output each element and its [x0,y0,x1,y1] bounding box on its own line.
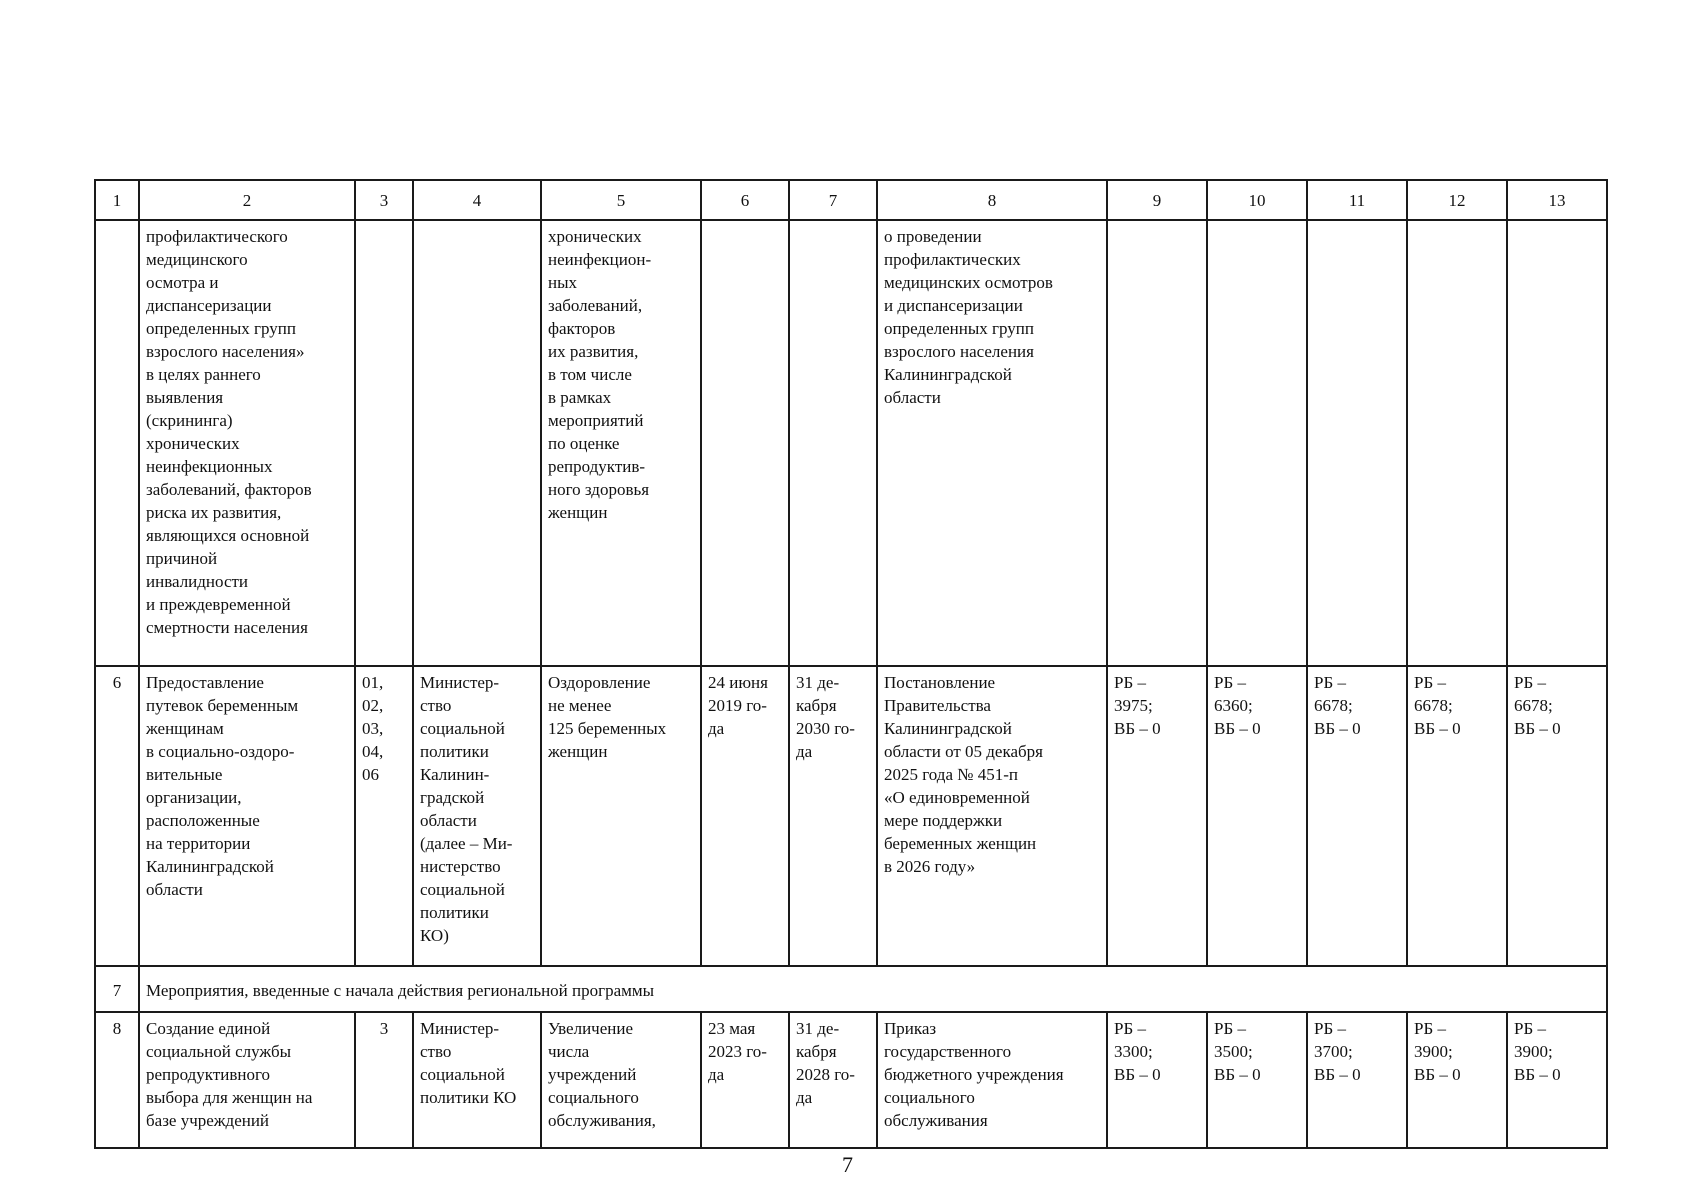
table-row-8 [95,1012,1607,1148]
cell-number [95,220,139,666]
cell-result: Увеличение числа учреждений социального обслуживания, [541,1012,701,1148]
header-col-2: 2 [139,180,355,220]
program-table [94,179,1608,1149]
cell-end-date: 31 де- кабря 2030 го- да [789,666,877,966]
header-col-12: 12 [1407,180,1507,220]
cell-number: 7 [95,966,139,1012]
cell-tasks [355,220,413,666]
header-col-11: 11 [1307,180,1407,220]
header-col-6: 6 [701,180,789,220]
cell-funding-11: РБ – 3700; ВБ – 0 [1307,1012,1407,1148]
header-col-1: 1 [95,180,139,220]
cell-legal-act: Приказ государственного бюджетного учреждения социального обслуживания [877,1012,1107,1148]
header-col-3: 3 [355,180,413,220]
table-row-6 [95,666,1607,966]
cell-funding-13: РБ – 6678; ВБ – 0 [1507,666,1607,966]
header-col-5: 5 [541,180,701,220]
header-col-13: 13 [1507,180,1607,220]
cell-end-date: 31 де- кабря 2028 го- да [789,1012,877,1148]
cell-executor [413,220,541,666]
header-col-9: 9 [1107,180,1207,220]
cell-funding-9: РБ – 3975; ВБ – 0 [1107,666,1207,966]
cell-funding-12: РБ – 3900; ВБ – 0 [1407,1012,1507,1148]
cell-funding-9: РБ – 3300; ВБ – 0 [1107,1012,1207,1148]
cell-executor: Министер- ство социальной политики КО [413,1012,541,1148]
header-row [95,180,1607,220]
cell-funding-11: РБ – 6678; ВБ – 0 [1307,666,1407,966]
table-row-7-section [95,966,1607,1012]
header-col-10: 10 [1207,180,1307,220]
header-col-4: 4 [413,180,541,220]
cell-legal-act: о проведении профилактических медицинских осмотров и диспансеризации определенных групп взрослого населения Калининградской области [877,220,1107,666]
cell-activity-name: Предоставление путевок беременным женщинам в социально-оздоро- вительные организации, расположенные на территории Калининградской области [139,666,355,966]
cell-tasks: 01, 02, 03, 04, 06 [355,666,413,966]
cell-tasks: 3 [355,1012,413,1148]
cell-activity-name: профилактического медицинского осмотра и диспансеризации определенных групп взрослого населения» в целях раннего выявления (скрининга) хронических неинфекционных заболеваний, факторов риска их развития, являющихся основной причиной инвалидности и преждевременной смертности населения [139,220,355,666]
cell-funding-10: РБ – 6360; ВБ – 0 [1207,666,1307,966]
cell-start-date: 24 июня 2019 го- да [701,666,789,966]
page-number: 7 [842,1152,853,1177]
cell-end-date [789,220,877,666]
header-col-8: 8 [877,180,1107,220]
cell-funding-12: РБ – 6678; ВБ – 0 [1407,666,1507,966]
section-heading: Мероприятия, введенные с начала действия региональной программы [139,966,1607,1012]
header-col-7: 7 [789,180,877,220]
cell-result: Оздоровление не менее 125 беременных женщин [541,666,701,966]
cell-executor: Министер- ство социальной политики Калинин- градской области (далее – Ми- нистерство социальной политики КО) [413,666,541,966]
cell-funding-9 [1107,220,1207,666]
cell-funding-10 [1207,220,1307,666]
cell-funding-12 [1407,220,1507,666]
cell-funding-13 [1507,220,1607,666]
cell-legal-act: Постановление Правительства Калининградской области от 05 декабря 2025 года № 451-п «О единовременной мере поддержки беременных женщин в 2026 году» [877,666,1107,966]
cell-start-date: 23 мая 2023 го- да [701,1012,789,1148]
cell-activity-name: Создание единой социальной службы репродуктивного выбора для женщин на базе учреждений [139,1012,355,1148]
table-row-continued [95,220,1607,666]
cell-result: хронических неинфекцион- ных заболеваний, факторов их развития, в том числе в рамках мероприятий по оценке репродуктив- ного здоровья женщин [541,220,701,666]
cell-number: 6 [95,666,139,966]
cell-funding-10: РБ – 3500; ВБ – 0 [1207,1012,1307,1148]
cell-funding-11 [1307,220,1407,666]
cell-funding-13: РБ – 3900; ВБ – 0 [1507,1012,1607,1148]
cell-start-date [701,220,789,666]
cell-number: 8 [95,1012,139,1148]
